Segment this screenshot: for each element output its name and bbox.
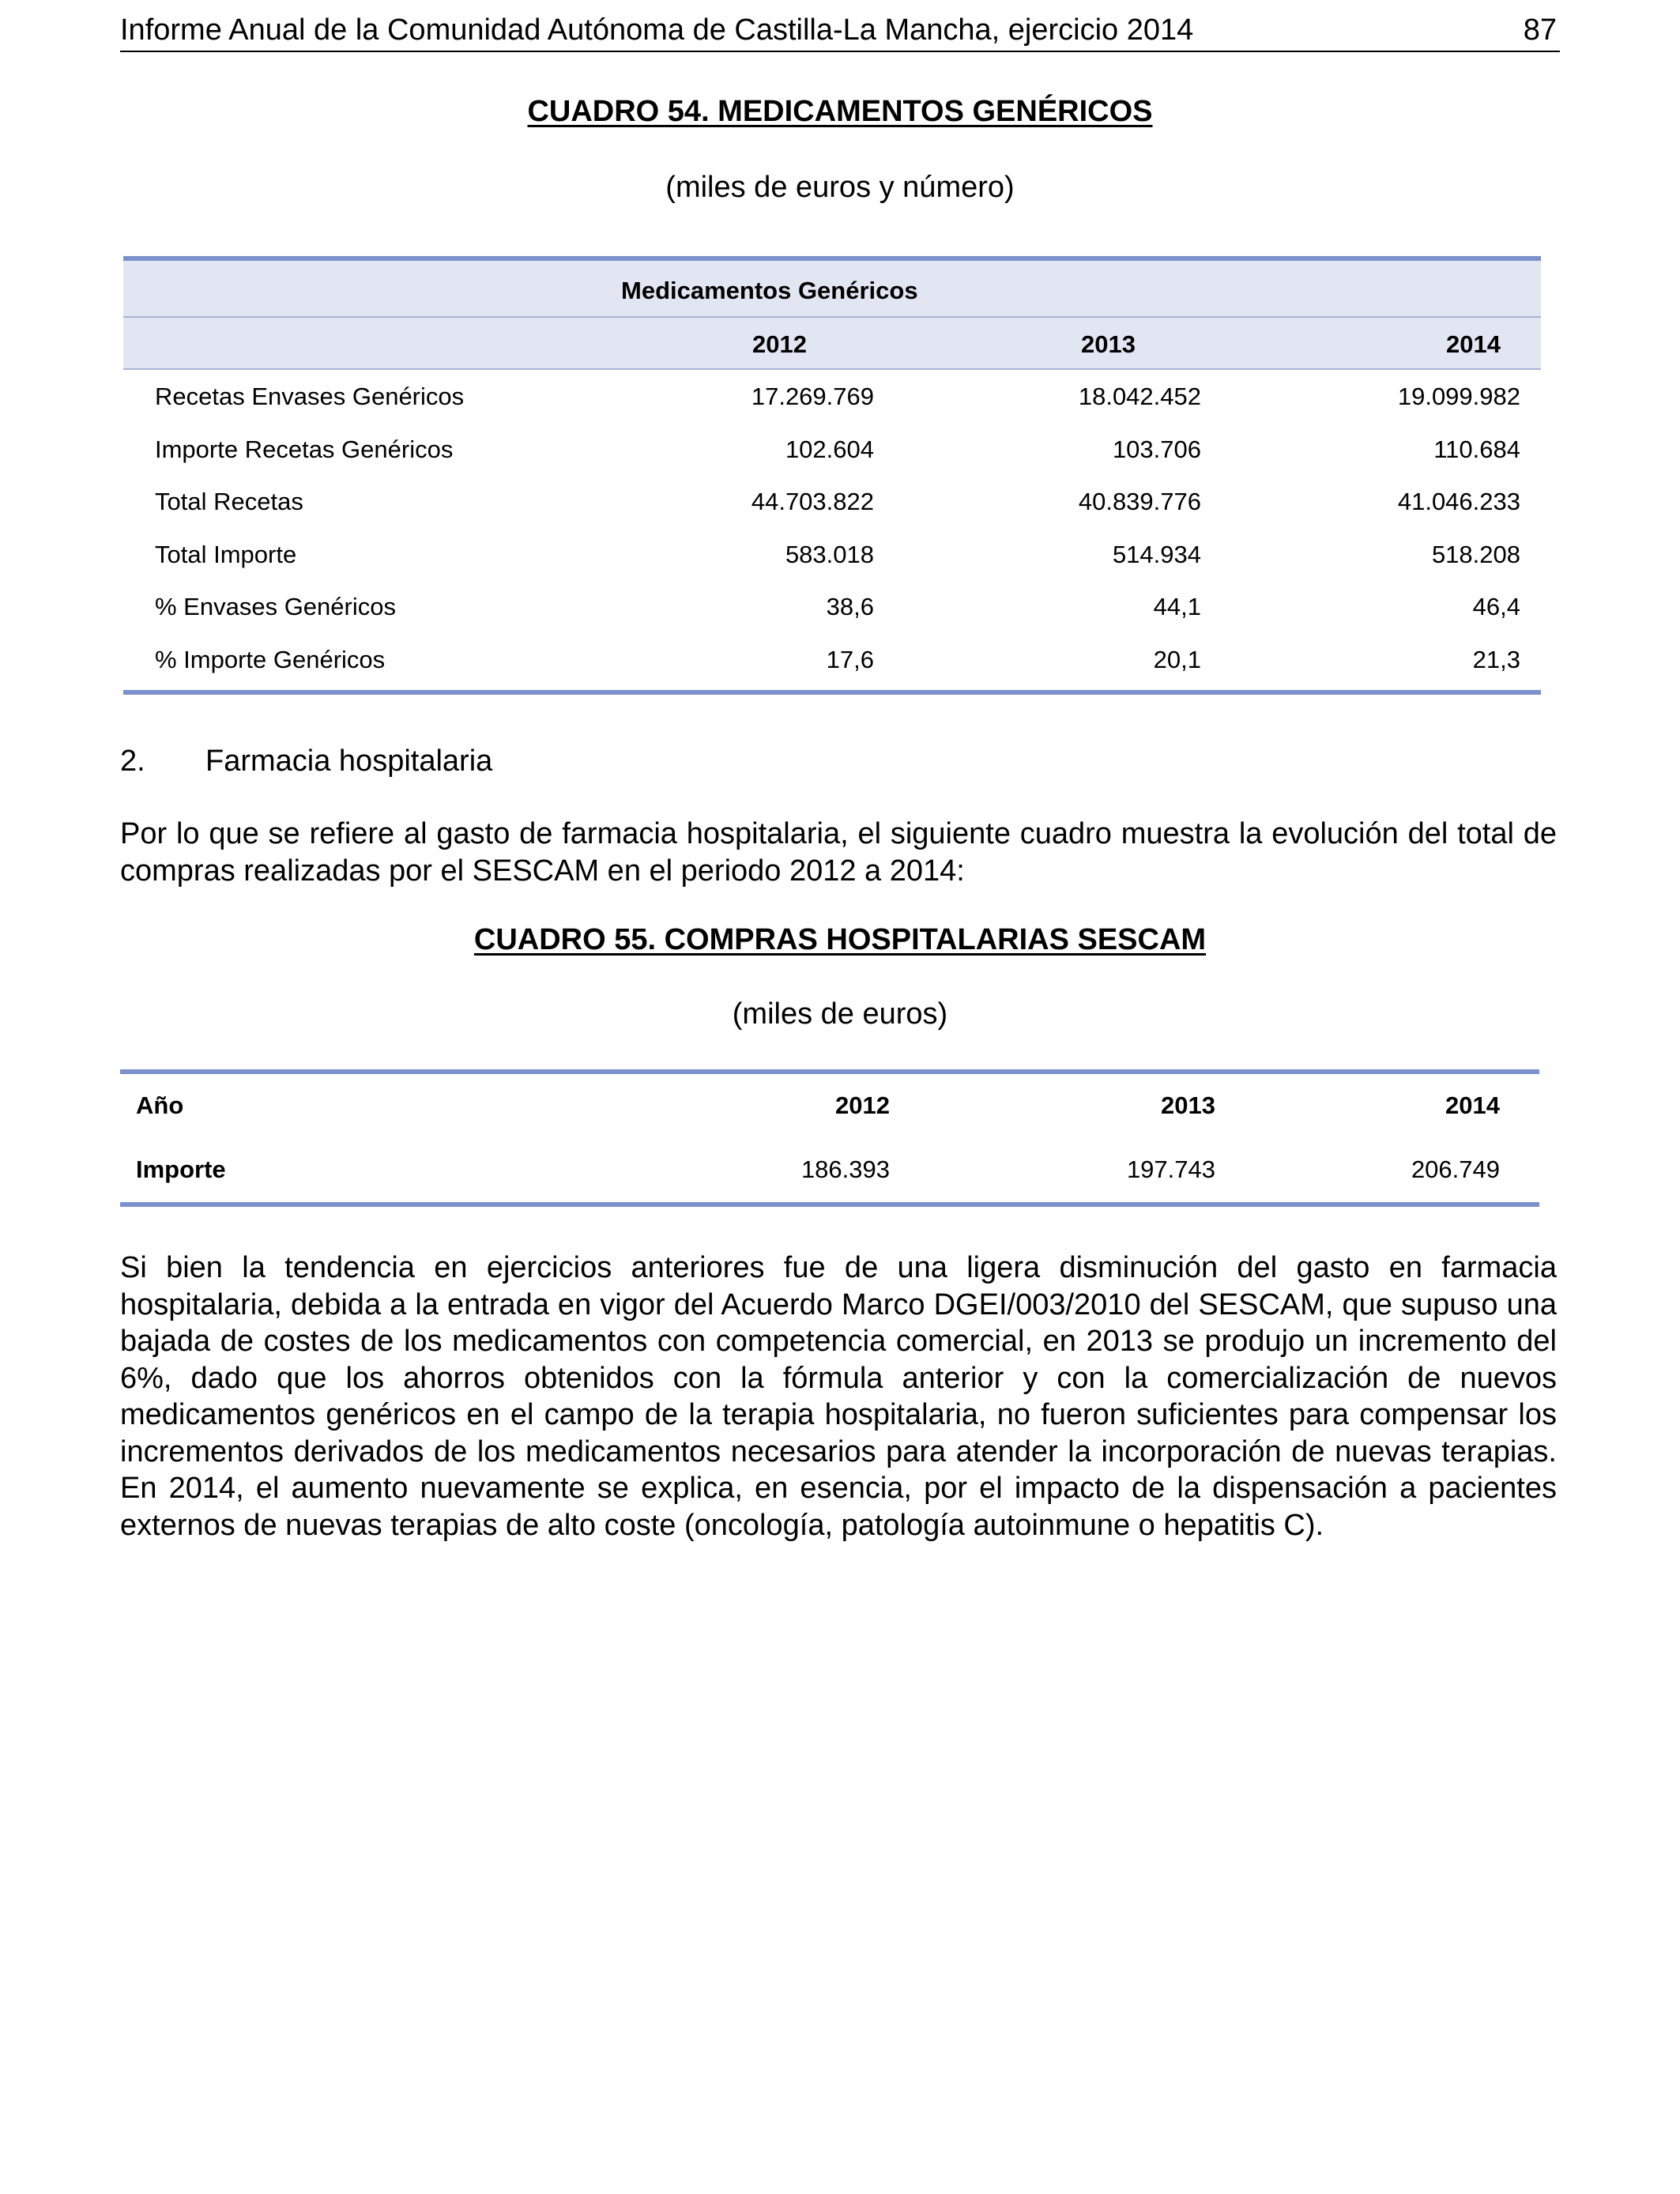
cell-2014: 46,4	[1472, 593, 1520, 620]
table2-subtitle: (miles de euros)	[732, 997, 948, 1031]
table1-title-text: CUADRO 54. MEDICAMENTOS GENÉRICOS	[527, 95, 1153, 128]
section-number: 2.	[120, 745, 145, 778]
table1	[123, 256, 1541, 695]
table1-year-header	[123, 318, 1541, 370]
cell-2013: 514.934	[1112, 540, 1201, 568]
table2-year-2012: 2012	[835, 1091, 890, 1119]
table2-header-label: Año	[136, 1091, 184, 1119]
table2-title-text: CUADRO 55. COMPRAS HOSPITALARIAS SESCAM	[473, 923, 1207, 956]
table1-year-2014: 2014	[1446, 330, 1501, 358]
section-title: Farmacia hospitalaria	[205, 745, 493, 778]
table1-year-2013: 2013	[1081, 330, 1136, 358]
table-row	[123, 370, 1541, 423]
header-title: Informe Anual de la Comunidad Autónoma de Castilla-La Mancha, ejercicio 2014	[120, 13, 1194, 47]
row-label: Importe	[136, 1155, 226, 1183]
table-row	[123, 423, 1541, 476]
cell-2012: 17.269.769	[751, 383, 874, 410]
table1-group-header	[123, 261, 1541, 318]
paragraph-analysis: Si bien la tendencia en ejercicios anteriores fue de una ligera disminución del gasto en farmacia hospitalaria, debida a la entrada en vigor del Acuerdo Marco DGEI/003/2010 del SESCAM, que supuso una bajada de costes de los medicamentos con competencia comercial, en 2013 se produjo un incremento del 6%, dado que los ahorros obtenidos con la fórmula anterior y con la comercialización de nuevos medicamentos genéricos en el campo de la terapia hospitalaria, no fueron suficientes para compensar los incrementos derivados de los medicamentos necesarios para atender la incorporación de nuevas terapias. En 2014, el aumento nuevamente se explica, en esencia, por el impacto de la dispensación a pacientes externos de nuevas terapias de alto coste (oncología, patología autoinmune o hepatitis C).	[120, 1251, 1557, 1542]
row-label: Total Recetas	[155, 488, 303, 515]
table-row	[123, 580, 1541, 633]
cell-2012: 186.393	[800, 1155, 890, 1183]
table1-group-label: Medicamentos Genéricos	[621, 277, 918, 304]
table2-title	[120, 922, 1560, 958]
cell-2013: 197.743	[1126, 1155, 1215, 1183]
cell-2014: 21,3	[1472, 645, 1520, 673]
cell-2014: 206.749	[1411, 1155, 1500, 1183]
table2	[120, 1069, 1539, 1207]
section-heading	[120, 743, 492, 779]
table2-header-row	[120, 1074, 1539, 1138]
table1-subtitle: (miles de euros y número)	[665, 171, 1015, 204]
table-row	[123, 528, 1541, 581]
cell-2012: 583.018	[785, 540, 874, 568]
cell-2013: 44,1	[1153, 593, 1201, 620]
cell-2013: 20,1	[1153, 645, 1201, 673]
cell-2012: 38,6	[826, 593, 874, 620]
row-label: % Envases Genéricos	[155, 593, 396, 620]
cell-2013: 40.839.776	[1078, 488, 1201, 515]
cell-2013: 18.042.452	[1078, 383, 1201, 410]
cell-2012: 17,6	[826, 645, 874, 673]
page-number: 87	[1523, 13, 1557, 47]
cell-2012: 44.703.822	[751, 488, 874, 515]
row-label: Importe Recetas Genéricos	[155, 435, 454, 463]
table2-year-2014: 2014	[1445, 1091, 1500, 1119]
row-label: Total Importe	[155, 540, 297, 568]
cell-2014: 19.099.982	[1397, 383, 1520, 410]
page-header	[120, 11, 1560, 52]
table1-title	[120, 93, 1560, 130]
table1-year-2012: 2012	[752, 330, 807, 358]
table2-year-2013: 2013	[1161, 1091, 1215, 1119]
row-label: Recetas Envases Genéricos	[155, 383, 465, 410]
paragraph-intro: Por lo que se refiere al gasto de farmacia hospitalaria, el siguiente cuadro muestra la evolución del total de compras realizadas por el SESCAM en el periodo 2012 a 2014:	[120, 817, 1557, 888]
cell-2012: 102.604	[785, 435, 874, 463]
cell-2014: 41.046.233	[1397, 488, 1520, 515]
table-row	[123, 633, 1541, 690]
cell-2014: 110.684	[1433, 435, 1520, 463]
cell-2014: 518.208	[1431, 540, 1520, 568]
table-row	[120, 1138, 1539, 1202]
cell-2013: 103.706	[1112, 435, 1201, 463]
table-row	[123, 475, 1541, 528]
row-label: % Importe Genéricos	[155, 645, 386, 673]
